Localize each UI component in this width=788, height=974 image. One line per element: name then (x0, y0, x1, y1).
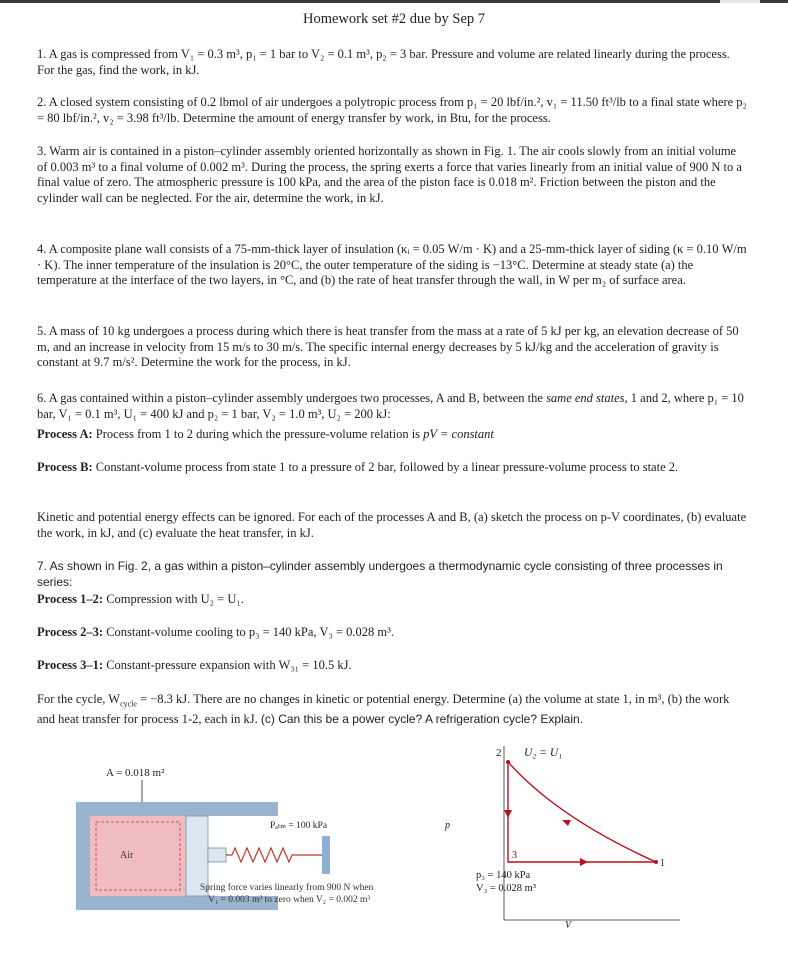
window-tab-chip (720, 0, 760, 3)
p6-a-label: Process A: (37, 427, 93, 441)
cylinder-top-wall (76, 802, 278, 816)
problem-7-intro (37, 559, 749, 590)
p6-b-label: Process B: (37, 460, 93, 474)
process-1-2-curve (508, 762, 656, 862)
figure-1-piston-cylinder (60, 740, 440, 920)
p6-rest-text: 1 and 2, where p₁ = 10 bar, V₁ = 0.1 m³, U₁ = 400 kJ and p₂ = 1 bar, V₂ = 1.0 m³, U₂ = 200 kJ: (37, 391, 744, 421)
p7-31-label: Process 3–1: (37, 658, 104, 672)
cylinder-left-wall (76, 802, 90, 910)
problem-6-process-a (37, 427, 749, 443)
problem-6-closing: Kinetic and potential energy effects can be ignored. For each of the processes A and B, (a) sketch the process on p-V coordinates, (b) evaluate the work, in kJ, and (c) evaluate the heat transfer, in kJ. (37, 510, 747, 540)
fig2-state3-label: 3 (512, 850, 517, 861)
fig2-p3-label: p₃ = 140 kPa (476, 870, 531, 881)
problem-1: 1. A gas is compressed from V₁ = 0.3 m³, p₁ = 1 bar to V₂ = 0.1 m³, p₂ = 3 bar. Pressure and volume are related linearly during the process. For the gas, find the work, in kJ. (37, 47, 730, 77)
problem-3: 3. Warm air is contained in a piston–cylinder assembly oriented horizontally as shown in Fig. 1. The air cools slowly from an initial volume of 0.003 m³ to a final volume of 0.002 m³. During the process, the spring exerts a force that varies linearly from an initial value of 900 N to a final value of zero. The atmospheric pressure is 100 kPa, and the area of the piston face is 0.018 m². Friction between the piston and the cylinder wall can be neglected. For the air, determine the work, in kJ. (37, 144, 742, 205)
problem-7-final (37, 692, 749, 728)
p7-12-label: Process 1–2: (37, 592, 104, 606)
page-title: Homework set #2 due by Sep 7 (302, 11, 486, 27)
problem-6-intro (37, 391, 749, 422)
figure-2-pv-diagram (440, 740, 690, 930)
fig2-state1-label: 1 (660, 858, 665, 869)
p6-a-relation: pV = constant (423, 427, 494, 441)
fig1-air-label: Air (120, 850, 134, 861)
arrow-3-1 (580, 858, 588, 866)
fig2-p-axis-label: p (445, 820, 450, 831)
p6-intro-text: 6. A gas contained within a piston–cylinder assembly undergoes two processes, A and B, between the (37, 391, 547, 405)
window-top-bar (0, 0, 788, 3)
p6-a-text: Process from 1 to 2 during which the pressure-volume relation is (92, 427, 424, 441)
spring (226, 848, 322, 862)
problem-4: 4. A composite plane wall consists of a 75-mm-thick layer of insulation (κᵢ = 0.05 W/m · K) and a 25-mm-thick layer of siding (κ = 0.10 W/m · K). The inner temperature of the insulation is 20°C, the outer temperature of the siding is −13°C. Determine at steady state (a) the temperature at the interface of the two layers, in °C, and (b) the rate of heat transfer through the wall, in W per m₂ of surface area. (37, 242, 747, 288)
problem-7-process-31 (37, 658, 749, 674)
p7-31-text: Constant-pressure expansion with W₃₁ = 10.5 kJ. (103, 658, 352, 672)
problem-7-process-12 (37, 592, 749, 608)
fig2-v3-label: V₃ = 0.028 m³ (476, 883, 536, 894)
p7-final-sub: cycle (120, 699, 137, 709)
fig1-patm-label: Pₐₜₘ = 100 kPa (270, 821, 328, 831)
p7-23-text: Constant-volume cooling to p₃ = 140 kPa, V₃ = 0.028 m³. (103, 625, 394, 639)
arrow-2-3 (504, 810, 512, 818)
fig2-v-axis-label: V (565, 920, 572, 930)
state-1-point (654, 860, 658, 864)
p7-intro-text: 7. As shown in Fig. 2, a gas within a piston–cylinder assembly undergoes a thermodynamic cycle consisting of three processes in series: (37, 559, 723, 589)
spring-wall (322, 836, 330, 874)
process-2-3-1-lines (508, 762, 656, 862)
problem-7-process-23 (37, 625, 749, 641)
problem-2: 2. A closed system consisting of 0.2 lbmol of air undergoes a polytropic process from p₁ = 20 lbf/in.², v₁ = 11.50 ft³/lb to a final state where p₂ = 80 lbf/in.², v₂ = 3.98 ft³/lb. Determine the amount of energy transfer by work, in Btu, for the process. (37, 95, 747, 125)
fig2-u-relation: U₂ = U₁ (524, 747, 563, 759)
p7-23-label: Process 2–3: (37, 625, 104, 639)
fig1-spring-line1: Spring force varies linearly from 900 N when (200, 883, 374, 893)
piston-rod (208, 848, 226, 862)
p7-12-text: Compression with U₂ = U₁. (103, 592, 244, 606)
state-2-point (506, 760, 510, 764)
fig1-spring-line2: V₁ = 0.003 m³ to zero when V₂ = 0.002 m³ (208, 895, 371, 905)
fig1-area-label: A = 0.018 m² (106, 767, 165, 779)
p6-b-text: Constant-volume process from state 1 to a pressure of 2 bar, followed by a linear pressure-volume process to state 2. (92, 460, 679, 474)
p7-final-a: For the cycle, W (37, 692, 121, 706)
arrow-1-2 (562, 820, 571, 826)
problem-5: 5. A mass of 10 kg undergoes a process during which there is heat transfer from the mass at a rate of 5 kJ per kg, an elevation decrease of 50 m, and an increase in velocity from 15 m/s to 30 m/s. The specific internal energy decreases by 5 kJ/kg and the acceleration of gravity is constant at 9.7 m/s². Determine the work for the process, in kJ. (37, 324, 739, 370)
problem-6-process-b (37, 460, 749, 476)
fig2-state2-label: 2 (496, 747, 502, 759)
p7-final-b: = −8.3 kJ. There are no changes in kinetic or potential energy. Determine (a) the volume at state 1, in m³, (b) the work and heat transfer for process 1-2, each in kJ. (37, 692, 730, 727)
p7-final-sans: (c) Can this be a power cycle? A refrigeration cycle? Explain. (260, 712, 584, 727)
p6-italic-text: same end states, (546, 391, 628, 405)
air-region (90, 816, 186, 896)
